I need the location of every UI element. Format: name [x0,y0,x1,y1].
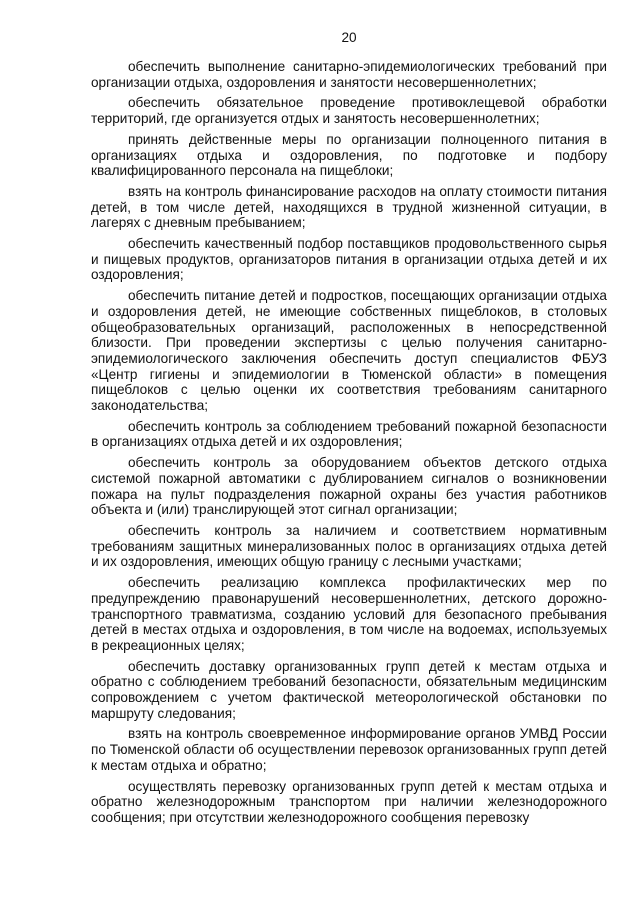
paragraph-railway-transport: осуществлять перевозку организованных групп детей к местам отдыха и обратно железнодорожным транспортом при наличии железнодорожного сообщения; при отсутствии железнодорожного сообщения перевозку [91,778,607,825]
paragraph-fire-automation: обеспечить контроль за оборудованием объектов детского отдыха системой пожарной автоматики с дублированием сигналов о возникновении пожара на пульт подразделения пожарной охраны без участия работников объекта и (или) транслирующей этот сигнал организации; [91,455,607,518]
page-number: 20 [341,30,357,45]
paragraph-offense-prevention: обеспечить реализацию комплекса профилактических мер по предупреждению правонарушений несовершеннолетних, детского дорожно-транспортного травматизма, созданию условий для безопасного пребывания детей в местах отдыха и оздоровления, в том числе на водоемах, используемых в рекреационных целях; [91,575,607,653]
paragraph-sanitary-requirements: обеспечить выполнение санитарно-эпидемиологических требований при организации отдыха, оздоровления и занятости несовершеннолетних; [91,59,607,90]
paragraph-fire-safety: обеспечить контроль за соблюдением требований пожарной безопасности в организациях отдыха детей и их оздоровления; [91,418,607,450]
paragraph-group-transport-safety: обеспечить доставку организованных групп детей к местам отдыха и обратно с соблюдением требований безопасности, обязательным медицинским сопровождением с учетом фактической метеорологической обстановки по маршруту следования; [91,658,607,721]
paragraph-police-notification: взять на контроль своевременное информирование органов УМВД России по Тюменской области об осуществлении перевозок организованных групп детей к местам отдыха и обратно; [91,726,607,773]
paragraph-catering-without-kitchens: обеспечить питание детей и подростков, посещающих организации отдыха и оздоровления детей, не имеющие собственных пищеблоков, в столовых общеобразовательных организаций, расположенных в непосредственной близости. При проведении экспертизы с целью получения санитарно-эпидемиологического заключения обеспечить доступ специалистов ФБУЗ «Центр гигиены и эпидемиологии в Тюменской области» в помещения пищеблоков с целью оценки их соответствия требованиям санитарного законодательства; [91,288,607,414]
paragraph-meal-financing: взять на контроль финансирование расходов на оплату стоимости питания детей, в том числе детей, находящихся в трудной жизненной ситуации, в лагерях с дневным пребыванием; [91,183,607,231]
paragraph-nutrition-organization: принять действенные меры по организации полноценного питания в организациях отдыха и оздоровления, по подготовке и подбору квалифицированного персонала на пищеблоки; [91,131,607,179]
paragraph-tick-treatment: обеспечить обязательное проведение противоклещевой обработки территорий, где организуется отдых и занятость несовершеннолетних; [91,95,607,127]
paragraph-firebreak-strips: обеспечить контроль за наличием и соответствием нормативным требованиям защитных минерализованных полос в организациях отдыха детей и их оздоровления, имеющих общую границу с лесными участками; [91,522,607,570]
paragraph-food-suppliers: обеспечить качественный подбор поставщиков продовольственного сырья и пищевых продуктов, организаторов питания в организации отдыха детей и их оздоровления; [91,236,607,283]
